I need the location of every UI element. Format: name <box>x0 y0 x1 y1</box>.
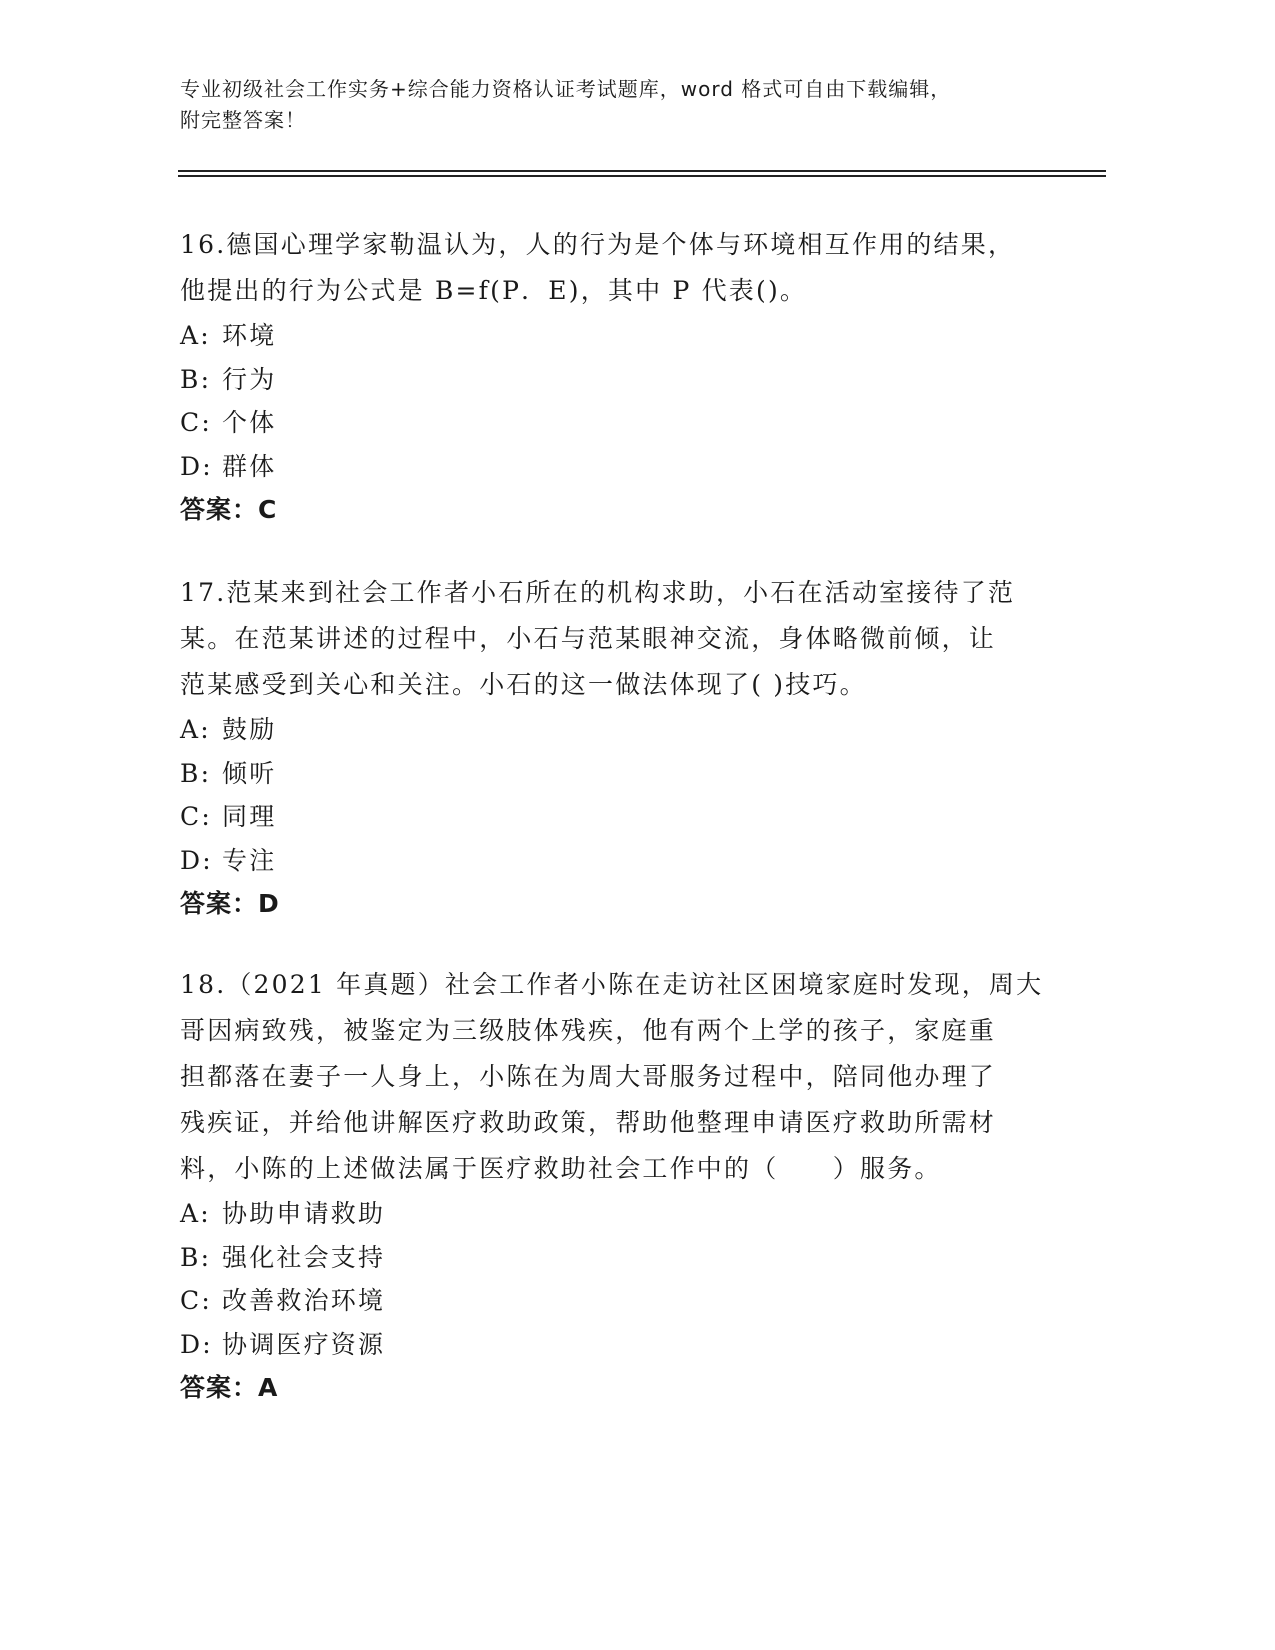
question-stem-line: 他提出的行为公式是 B=f(P．E)，其中 P 代表()。 <box>180 276 808 305</box>
question-stem-line: 某。在范某讲述的过程中，小石与范某眼神交流，身体略微前倾，让 <box>180 624 997 653</box>
option-text: 协调医疗资源 <box>222 1329 386 1359</box>
question-stem-line: 16.德国心理学家勒温认为，人的行为是个体与环境相互作用的结果， <box>180 230 1016 259</box>
question-stem-line: 18.（2021 年真题）社会工作者小陈在走访社区困境家庭时发现，周大 <box>180 970 1044 999</box>
option-key: C: <box>180 1286 212 1315</box>
header-divider <box>178 170 1106 172</box>
option-key: D: <box>180 451 213 481</box>
option-key: B: <box>180 364 212 394</box>
option-text: 环境 <box>222 321 277 350</box>
option-key: C: <box>180 408 212 437</box>
question-17 <box>180 570 1050 926</box>
header-line: 专业初级社会工作实务+综合能力资格认证考试题库，word 格式可自由下载编辑， <box>180 77 952 101</box>
option-key: A: <box>180 321 211 350</box>
question-stem-line: 残疾证，并给他讲解医疗救助政策，帮助他整理申请医疗救助所需材 <box>180 1108 997 1137</box>
option-key: D: <box>180 845 213 875</box>
header-divider <box>178 175 1106 177</box>
option-b <box>180 752 1050 796</box>
option-c <box>180 795 1050 839</box>
option-b <box>180 358 1050 402</box>
option-key: B: <box>180 1242 212 1272</box>
answer-label: 答案：D <box>180 889 280 918</box>
option-text: 协助申请救助 <box>222 1199 386 1228</box>
answer-label: 答案：C <box>180 495 278 524</box>
option-d <box>180 1323 1050 1367</box>
option-key: A: <box>180 715 211 744</box>
option-key: C: <box>180 802 212 831</box>
option-text: 鼓励 <box>222 715 277 744</box>
header-line: 附完整答案！ <box>180 108 306 132</box>
option-text: 专注 <box>222 845 277 875</box>
question-16 <box>180 222 1050 532</box>
option-text: 个体 <box>222 408 277 437</box>
option-a <box>180 708 1050 752</box>
option-d <box>180 839 1050 883</box>
option-d <box>180 445 1050 489</box>
question-stem-line: 哥因病致残，被鉴定为三级肢体残疾，他有两个上学的孩子，家庭重 <box>180 1016 997 1045</box>
option-key: B: <box>180 758 212 788</box>
option-text: 群体 <box>222 451 277 481</box>
option-key: A: <box>180 1199 211 1228</box>
answer-label: 答案：A <box>180 1373 279 1402</box>
option-text: 同理 <box>222 802 277 831</box>
option-text: 行为 <box>222 364 277 394</box>
question-stem-line: 料，小陈的上述做法属于医疗救助社会工作中的（ ）服务。 <box>180 1154 942 1183</box>
option-b <box>180 1236 1050 1280</box>
question-stem-line: 范某感受到关心和关注。小石的这一做法体现了( )技巧。 <box>180 670 867 699</box>
option-text: 倾听 <box>222 758 277 788</box>
option-key: D: <box>180 1329 213 1359</box>
question-18 <box>180 962 1050 1410</box>
question-stem-line: 17.范某来到社会工作者小石所在的机构求助，小石在活动室接待了范 <box>180 578 1016 607</box>
option-text: 改善救治环境 <box>222 1286 386 1315</box>
option-a <box>180 1192 1050 1236</box>
document-header <box>180 74 1080 136</box>
option-c <box>180 401 1050 445</box>
option-c <box>180 1279 1050 1323</box>
option-a <box>180 314 1050 358</box>
option-text: 强化社会支持 <box>222 1242 386 1272</box>
question-stem-line: 担都落在妻子一人身上，小陈在为周大哥服务过程中，陪同他办理了 <box>180 1062 997 1091</box>
